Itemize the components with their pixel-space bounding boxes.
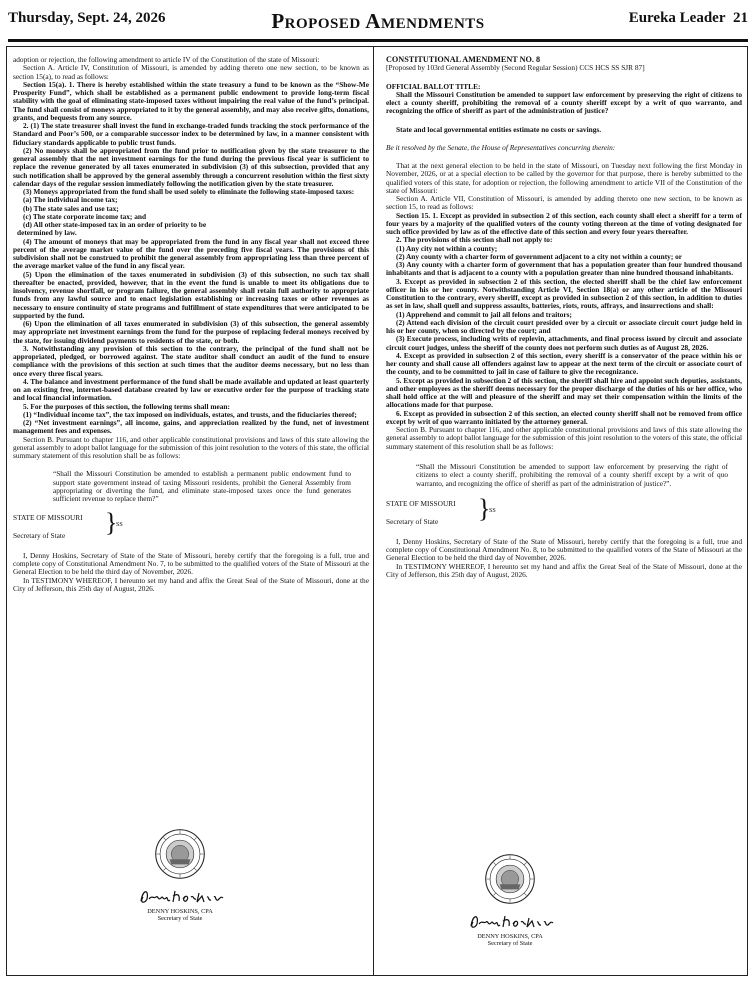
secretary-label: Secretary of State	[386, 516, 439, 526]
state-label: STATE OF MISSOURI	[13, 512, 83, 522]
state-ss-block	[13, 507, 369, 548]
signer-name: DENNY HOSKINS, CPA	[477, 933, 543, 940]
paragraph: (1) “Individual income tax”, the tax imposed on individuals, estates, and trusts, and the fiduciaries thereof;	[23, 409, 357, 419]
handwritten-signature-icon	[135, 885, 225, 907]
masthead	[4, 0, 752, 40]
certification: I, Denny Hoskins, Secretary of State of the State of Missouri, hereby certify that the foregoing is a full, true and complete copy of Constitutional Amendment No. 7, to be submitted to the qualified voters of the State of Missouri at the General Election to be held the third day of November, 2026.	[13, 550, 369, 577]
paragraph: 2. (1) The state treasurer shall invest the fund in exchange-traded funds tracking the stock performance of the Standard and Poor’s 500, or a comparable successor index to be determined by law, in a manner consistent with fiduciary standards applicable to public trust funds.	[13, 121, 369, 147]
issue-date: Thursday, Sept. 24, 2026	[8, 10, 166, 26]
paragraph: 2. The provisions of this section shall not apply to:	[396, 235, 553, 245]
proposed-by: [Proposed by 103rd General Assembly (Second Regular Session) CCS HCS SS SJR 87]	[386, 63, 645, 73]
paper-and-page	[629, 10, 748, 27]
paragraph: Section A. Article IV, Constitution of Missouri, is amended by adding thereto one new section, to be known as section 15(a), to read as follows:	[13, 63, 369, 81]
paragraph: Section 15. 1. Except as provided in subsection 2 of this section, each county shall elect a sheriff for a term of four years by a majority of the qualified voters of the county voting thereon at the time of voting designated for such office provided by law as of the effective date of this section and every four years thereafter.	[386, 210, 742, 236]
paragraph: Section 15(a). 1. There is hereby established within the state treasury a fund to be known as the “Show-Me Prosperity Fund”, which shall be established as a permanent public endowment to provide long-term fiscal stability with the goal of eliminating state-imposed taxes without impairing the real value of the fund’s principal. The fund shall consist of moneys appropriated to it by the general assembly, and may also receive gifts, donations, grants, and bequests from any source.	[13, 79, 369, 122]
brace-icon: }	[478, 493, 491, 523]
paragraph: (5) Upon the elimination of the taxes enumerated in subdivision (3) of this subsection, no such tax shall thereafter be enacted, provided, however, that in the event the fund is unable to meet its obligations due to insolvency, revenue shortfall, or program failure, the general assembly shall retain full authority to appropriate funds from any lawful source and to enact legislation establishing or increasing taxes or other revenues as necessary to ensure continuity of state programs and fulfillment of state expenditures that were anticipated to be supported by the fund.	[13, 269, 369, 320]
signer-name: DENNY HOSKINS, CPA	[147, 908, 213, 915]
paragraph: (3) Moneys appropriated from the fund shall be used solely to eliminate the following state-imposed taxes:	[23, 187, 355, 196]
page-number: 21	[733, 10, 748, 26]
list-item: (1) Any city not within a county;	[396, 243, 498, 253]
cost-estimate: State and local governmental entities estimate no costs or savings.	[396, 124, 602, 134]
signer-title: Secretary of State	[487, 940, 533, 947]
great-seal-of-missouri-icon	[484, 853, 536, 905]
paragraph: Section B. Pursuant to chapter 116, and other applicable constitutional provisions and laws of this state allowing the general assembly to adopt ballot language for the submission of this joint resolution to the voters of this state, the official summary statement of this resolution shall be as follows:	[386, 425, 742, 451]
secretary-label: Secretary of State	[13, 530, 66, 540]
left-column	[13, 56, 369, 593]
list-item: (a) The individual income tax;	[23, 195, 118, 205]
list-item: (1) Apprehend and commit to jail all felons and traitors;	[396, 309, 572, 319]
paragraph: (4) The amount of moneys that may be appropriated from the fund in any fiscal year shall not exceed three percent of the average market value of the fund over the preceding five fiscal years. The provisions of this subdivision shall not be construed to prohibit the general assembly from appropriating less than three percent of the average market value of the fund in any fiscal year.	[13, 236, 369, 271]
paragraph: Section A. Article VII, Constitution of Missouri, is amended by adding thereto one new section, to be known as section 15, to read as follows:	[386, 194, 742, 212]
paragraph: adoption or rejection, the following amendment to article IV of the Constitution of the state of Missouri:	[13, 55, 320, 64]
paragraph: 4. Except as provided in subsection 2 of this section, every sheriff is a conservator of the peace within his or her county and shall cause all offenders against law to appear at the next term of the circuit or associate court of the county, and to be committed to jail in case of failure to give the recognizance.	[386, 350, 742, 377]
handwritten-signature-icon	[465, 910, 555, 932]
ballot-text: Shall the Missouri Constitution be amended to support law enforcement by preserving the right of citizens to elect a county sheriff, prohibiting the removal of a county sheriff except by a writ of quo warranto, and recognizing the office of sheriff as part of the administration of justice?	[386, 89, 742, 116]
list-item: (d) All other state-imposed tax in an order of priority to be	[23, 220, 207, 229]
paper-name: Eureka Leader	[628, 10, 726, 26]
list-item: (3) Any county with a charter form of government that has a population greater than four hundred thousand inhabitants and that is adjacent to a county with a population greater than nine hundred thousand inhabitants.	[386, 260, 742, 278]
ss-label: SS	[116, 521, 123, 528]
paragraph: 6. Except as provided in subsection 2 of this section, an elected county sheriff shall not be removed from office except by writ of quo warranto initiated by the attorney general.	[386, 408, 742, 426]
state-ss-block	[386, 493, 742, 534]
ballot-title-label: OFFICIAL BALLOT TITLE:	[386, 81, 481, 91]
paragraph: (2) No moneys shall be appropriated from the fund prior to notification given by the state treasurer to the general assembly that the net investment earnings for the fund during the previous fiscal year is sufficient to replace the revenue generated by all taxes enumerated in subdivision (3) of this subsection, provided that any such notification shall be approved by the general assembly through a concurrent resolution within the first sixty calendar days of the regular session immediately following the notification given by the state treasurer.	[13, 145, 369, 188]
paragraph: 3. Except as provided in subsection 2 of this section, the elected sheriff shall be the chief law enforcement officer in his or her county. Notwithstanding Article VI, Section 18(a) or any other article of the Missouri Constitution to the contrary, every sheriff, except as provided in subsection 2 of this section, in addition to duties as set in law, shall quell and suppress assaults, batteries, riots, routs, affrays, and insurrections and shall:	[386, 276, 742, 311]
list-item: (3) Execute process, including writs of replevin, attachments, and final process issued by circuit and associate circuit court judges, unless the sheriff of the county does not perform such duties as of August 28, 2026.	[386, 334, 742, 352]
summary-quote: “Shall the Missouri Constitution be amended to establish a permanent public endowment fund to support state government instead of taxing Missouri residents, prohibit the General Assembly from appropriating or diverting the fund, and eliminate state-imposed taxes once the fund generates sufficient revenue to replace them?”	[53, 469, 351, 504]
section-title: Proposed Amendments	[271, 9, 485, 33]
testimony: In TESTIMONY WHEREOF, I hereunto set my hand and affix the Great Seal of the State of Missouri, done at the City of Jefferson, this 25th day of August, 2026.	[13, 575, 369, 593]
list-item: (2) Any county with a charter form of government adjacent to a city not within a county; or	[396, 251, 683, 261]
masthead-rule	[8, 39, 748, 42]
paragraph: 3. Notwithstanding any provision of this section to the contrary, the principal of the fund shall not be appropriated, pledged, or borrowed against. The state auditor shall conduct an audit of the fund to ensure compliance with the provisions of this section at such times that the auditor deems necessary, but no less than once every three fiscal years.	[13, 343, 369, 378]
list-item: (c) The state corporate income tax; and	[23, 211, 147, 221]
signer-title: Secretary of State	[157, 915, 203, 922]
list-item: (b) The state sales and use tax;	[23, 203, 119, 213]
ss-label: SS	[489, 507, 496, 514]
paragraph: That at the next general election to be held in the state of Missouri, on Tuesday next following the first Monday in November, 2026, or at a special election to be called by the governor for that purpose, there is hereby submitted to the qualified voters of this state, for adoption or rejection, the following amendment to article VII of the Constitution of the state of Missouri:	[386, 161, 742, 195]
paragraph: 5. Except as provided in subsection 2 of this section, the sheriff shall hire and appoint such deputies, assistants, and other employees as the sheriff deems necessary for the proper discharge of the duties of his or her office, who shall hold office at the will and pleasure of the sheriff and may set their compensation within the limits of the allocations made for that purpose.	[386, 375, 742, 410]
state-label: STATE OF MISSOURI	[386, 498, 456, 508]
list-item: (2) Attend each division of the circuit court presided over by a circuit or associate circuit court judge held in his or her county, when so directed by the court; and	[386, 317, 742, 335]
summary-quote: “Shall the Missouri Constitution be amended to support law enforcement by preserving the right of citizens to elect a county sheriff, prohibiting the removal of a county sheriff except by a writ of quo warranto, and recognizing the office of sheriff as part of the administration of justice?”.	[416, 461, 728, 488]
brace-icon: }	[105, 507, 118, 537]
resolution-clause: Be it resolved by the Senate, the House of Representatives concurring therein:	[386, 142, 616, 152]
column-divider	[373, 46, 374, 976]
testimony: In TESTIMONY WHEREOF, I hereunto set my hand and affix the Great Seal of the State of Missouri, done at the City of Jefferson, this 25th day of August, 2026.	[386, 561, 742, 579]
amendment-heading: CONSTITUTIONAL AMENDMENT NO. 8	[386, 55, 541, 64]
left-signature-block	[110, 828, 250, 922]
paragraph: Section B. Pursuant to chapter 116, and other applicable constitutional provisions and laws of this state allowing the general assembly to adopt ballot language for the submission of this joint resolution to the voters of this state, the official summary statement of this resolution shall be as follows:	[13, 434, 369, 460]
right-signature-block	[440, 853, 580, 947]
paragraph: (6) Upon the elimination of all taxes enumerated in subdivision (3) of this subsection, the general assembly may appropriate net investment earnings from the fund for the purpose of replacing federal moneys received by the state, for issuing dividend payments to residents of the state, or both.	[13, 319, 369, 345]
right-column	[386, 56, 742, 579]
certification: I, Denny Hoskins, Secretary of State of the State of Missouri, hereby certify that the foregoing is a full, true and complete copy of Constitutional Amendment No. 8, to be submitted to the qualified voters of the State of Missouri at the General Election to be held the third day of November, 2026.	[386, 536, 742, 563]
list-item: determined by law.	[17, 228, 77, 238]
paragraph: 5. For the purposes of this section, the following terms shall mean:	[23, 401, 230, 411]
paragraph: 4. The balance and investment performance of the fund shall be made available and updated at least quarterly on an existing free, internet-based database created by law or executive order for the purpose of tracking state and local financial information.	[13, 376, 369, 403]
great-seal-of-missouri-icon	[154, 828, 206, 880]
paragraph: (2) “Net investment earnings”, all income, gains, and appreciation realized by the fund, net of investment management fees and expenses.	[13, 418, 369, 436]
